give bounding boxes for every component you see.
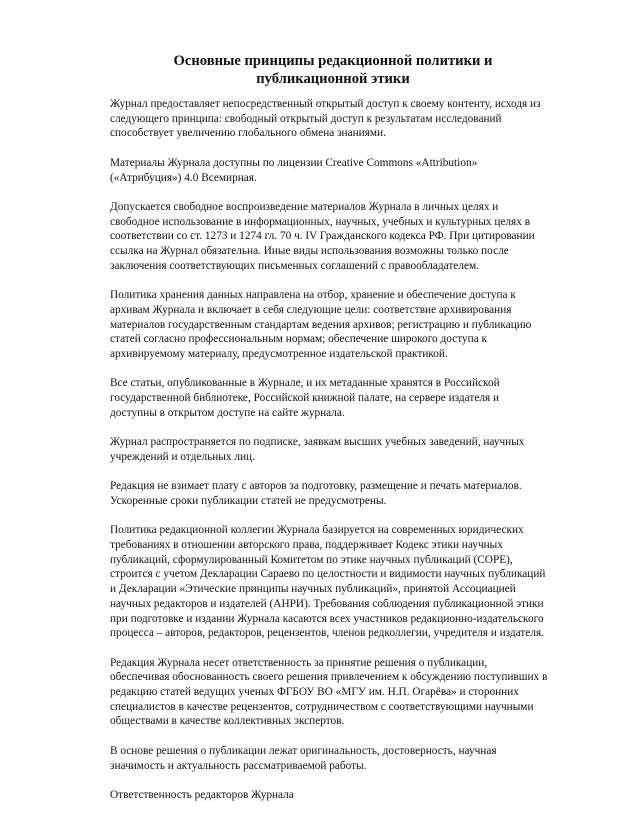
text-line: государственной библиотеке, Российской книжной палате, на сервере издателя и [110, 392, 500, 404]
text-line: научных редакторов и издателей (АНРИ). Требования соблюдения публикационной этики [110, 597, 544, 610]
text-line: архивам Журнала и включает в себя следующие цели: соответствие архивирования [110, 303, 512, 316]
text-line: публикаций, сформулированный Комитетом по этике научных публикаций (COPE), [110, 553, 513, 566]
text-line: Ускоренные сроки публикации статей не предусмотрены. [110, 494, 387, 507]
text-line: Политика редакционной коллегии Журнала базируется на современных юридических [110, 524, 524, 537]
title-line: Основные принципы редакционной политики и [173, 53, 493, 69]
title-line: публикационной этики [256, 71, 410, 87]
text-line: Политика хранения данных направлена на отбор, хранение и обеспечение доступа к [110, 289, 516, 302]
text-line: строится с учетом Декларации Сараево по целостности и видимости научных публикаций [110, 568, 546, 581]
text-line: свободное использование в информационных, научных, учебных и культурных целях в [110, 215, 531, 228]
text-line: процесса – авторов, редакторов, рецензентов, членов редколлегии, учредителя и издателя. [110, 627, 545, 640]
text-line: («Атрибуция») 4.0 Всемирная. [110, 171, 257, 184]
paragraph-data-storage [110, 288, 572, 362]
paragraph-distribution [110, 435, 572, 464]
text-line: и Декларации «Этические принципы научных публикаций», принятой Ассоциацией [110, 583, 516, 596]
text-line: специалистов в качестве рецензентов, сотрудничеством с соответствующими научными [110, 700, 534, 713]
text-line: следующего принципа: свободный открытый доступ к результатам исследований [110, 112, 502, 125]
text-line: архивируемому материалу, предусмотренное издательской практикой. [110, 347, 448, 360]
text-line: обеспечивая обоснованность своего решения привлечением к обсуждению поступивших в [110, 671, 548, 684]
text-line: редакцию статей ведущих ученых ФГБОУ ВО «МГУ им. Н.П. Огарёва» и сторонних [110, 686, 519, 698]
paragraph-reproduction [110, 200, 572, 274]
paragraph-responsibility [110, 656, 572, 730]
paragraph-license [110, 156, 572, 185]
text-line: Материалы Журнала доступны по лицензии Creative Commons «Attribution» [110, 156, 478, 169]
text-line: Журнал распространяется по подписке, заявкам высших учебных заведений, научных [110, 436, 525, 449]
text-line: требованиях в отношении авторского права, поддерживает Кодекс этики научных [110, 538, 503, 551]
text-line: Редакция Журнала несет ответственность за принятие решения о публикации, [110, 656, 488, 669]
text-line: Редакция не взимает плату с авторов за подготовку, размещение и печать материалов. [110, 480, 522, 493]
text-line: Журнал предоставляет непосредственный открытый доступ к своему контенту, исходя из [110, 98, 541, 110]
text-line: учреждений и отдельных лиц. [110, 450, 255, 463]
text-line: соответствии со ст. 1273 и 1274 гл. 70 ч. IV Гражданского кодекса РФ. При цитировании [110, 230, 535, 243]
text-line: материалов государственным стандартам ведения архивов; регистрацию и публикацию [110, 318, 532, 331]
text-line: Допускается свободное воспроизведение материалов Журнала в личных целях и [110, 200, 499, 213]
text-line: обществами в качестве коллективных экспертов. [110, 715, 345, 728]
document-title [110, 52, 556, 88]
document-body [110, 97, 572, 817]
paragraph-decision-basis [110, 744, 572, 773]
text-line: заключения соответствующих письменных соглашений с правообладателем. [110, 259, 479, 272]
paragraph-editorial-policy [110, 523, 572, 641]
text-line: способствует увеличению глобального обмена знаниями. [110, 127, 386, 140]
text-line: ссылка на Журнал обязательна. Иные виды использования возможны только после [110, 245, 509, 257]
text-line: Все статьи, опубликованные в Журнале, и их метаданные хранятся в Российской [110, 377, 500, 390]
text-line: значимость и актуальность рассматриваемой работы. [110, 759, 367, 772]
paragraph-open-access [110, 97, 572, 141]
section-heading-editors-responsibility [110, 788, 572, 803]
text-line: Ответственность редакторов Журнала [110, 788, 294, 801]
paragraph-archiving [110, 376, 572, 420]
text-line: при подготовке и издании Журнала касаются всех участников редакционно-издательского [110, 612, 544, 625]
paragraph-fees [110, 479, 572, 508]
text-line: В основе решения о публикации лежат оригинальность, достоверность, научная [110, 744, 497, 757]
text-line: статей согласно профессиональным нормам; обеспечение широкого доступа к [110, 333, 488, 346]
text-line: доступны в открытом доступе на сайте журнала. [110, 406, 345, 419]
